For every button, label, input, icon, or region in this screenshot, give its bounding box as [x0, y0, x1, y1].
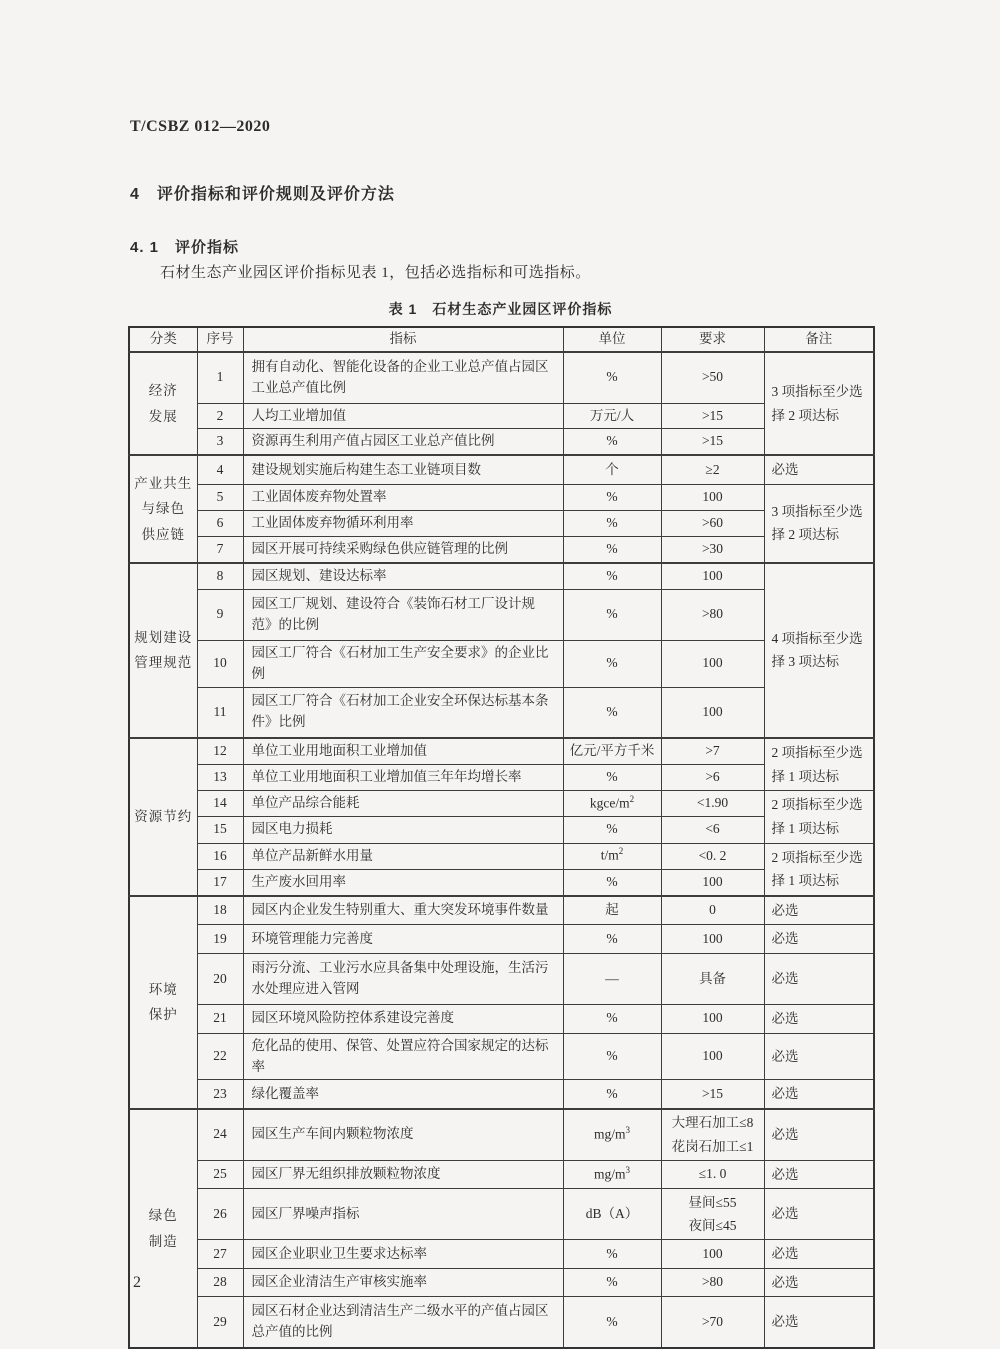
doc-code: T/CSBZ 012—2020 — [130, 118, 271, 135]
unit-cell: — — [563, 954, 661, 1005]
indicator-cell: 危化品的使用、保管、处置应符合国家规定的达标率 — [243, 1033, 563, 1080]
requirement-cell: <6 — [661, 817, 764, 843]
indicator-cell: 园区工厂规划、建设符合《装饰石材工厂设计规范》的比例 — [243, 589, 563, 640]
row-number-cell: 9 — [197, 589, 243, 640]
indicator-cell: 园区环境风险防控体系建设完善度 — [243, 1005, 563, 1034]
table-row — [129, 536, 874, 562]
table-row — [129, 1297, 874, 1348]
note-cell: 必选 — [764, 455, 874, 484]
indicator-cell: 园区石材企业达到清洁生产二级水平的产值占园区总产值的比例 — [243, 1297, 563, 1348]
row-number-cell: 25 — [197, 1160, 243, 1189]
category-cell: 资源节约 — [129, 738, 197, 896]
unit-cell: 亿元/平方千米 — [563, 738, 661, 765]
unit-cell: % — [563, 1297, 661, 1348]
requirement-cell: >30 — [661, 536, 764, 562]
row-number-cell: 15 — [197, 817, 243, 843]
unit-cell: 万元/人 — [563, 403, 661, 429]
table-row — [129, 791, 874, 817]
indicator-cell: 园区电力损耗 — [243, 817, 563, 843]
indicator-cell: 园区内企业发生特别重大、重大突发环境事件数量 — [243, 896, 563, 925]
indicator-cell: 园区工厂符合《石材加工生产安全要求》的企业比例 — [243, 640, 563, 687]
row-number-cell: 6 — [197, 510, 243, 536]
requirement-cell: >7 — [661, 738, 764, 765]
indicator-cell: 园区企业清洁生产审核实施率 — [243, 1268, 563, 1297]
requirement-cell: <0. 2 — [661, 843, 764, 869]
indicator-cell: 生产废水回用率 — [243, 869, 563, 896]
indicator-cell: 人均工业增加值 — [243, 403, 563, 429]
requirement-cell: 100 — [661, 1240, 764, 1269]
unit-cell: % — [563, 1080, 661, 1109]
row-number-cell: 12 — [197, 738, 243, 765]
unit-cell: % — [563, 869, 661, 896]
unit-cell: % — [563, 765, 661, 791]
row-number-cell: 7 — [197, 536, 243, 562]
page-number: 2 — [133, 1274, 141, 1291]
note-cell: 必选 — [764, 925, 874, 954]
note-cell: 必选 — [764, 1160, 874, 1189]
table-row — [129, 640, 874, 687]
requirement-cell: >70 — [661, 1297, 764, 1348]
table-row — [129, 1005, 874, 1034]
table-row — [129, 429, 874, 455]
indicator-table-body — [129, 352, 874, 1348]
row-number-cell: 21 — [197, 1005, 243, 1034]
unit-cell: % — [563, 352, 661, 403]
indicator-cell: 单位工业用地面积工业增加值三年年均增长率 — [243, 765, 563, 791]
table-row — [129, 1080, 874, 1109]
category-cell: 环境 保护 — [129, 896, 197, 1109]
row-number-cell: 18 — [197, 896, 243, 925]
row-number-cell: 2 — [197, 403, 243, 429]
indicator-cell: 单位产品综合能耗 — [243, 791, 563, 817]
unit-cell: % — [563, 1005, 661, 1034]
requirement-cell: >15 — [661, 429, 764, 455]
indicator-cell: 拥有自动化、智能化设备的企业工业总产值占园区工业总产值比例 — [243, 352, 563, 403]
table-row — [129, 510, 874, 536]
indicator-cell: 园区企业职业卫生要求达标率 — [243, 1240, 563, 1269]
row-number-cell: 27 — [197, 1240, 243, 1269]
col-header-unit: 单位 — [563, 327, 661, 352]
table-row — [129, 925, 874, 954]
row-number-cell: 26 — [197, 1189, 243, 1240]
table-row — [129, 896, 874, 925]
unit-cell: % — [563, 536, 661, 562]
table-row — [129, 687, 874, 738]
row-number-cell: 24 — [197, 1109, 243, 1160]
unit-cell: dB（A） — [563, 1189, 661, 1240]
requirement-cell: 100 — [661, 1005, 764, 1034]
requirement-cell: <1.90 — [661, 791, 764, 817]
table-row — [129, 1268, 874, 1297]
unit-cell: 个 — [563, 455, 661, 484]
row-number-cell: 8 — [197, 563, 243, 589]
indicator-table — [128, 326, 875, 1349]
note-cell: 必选 — [764, 1240, 874, 1269]
indicator-cell: 绿化覆盖率 — [243, 1080, 563, 1109]
row-number-cell: 4 — [197, 455, 243, 484]
unit-cell: 起 — [563, 896, 661, 925]
unit-cell: % — [563, 640, 661, 687]
row-number-cell: 14 — [197, 791, 243, 817]
col-header-category: 分类 — [129, 327, 197, 352]
indicator-cell: 环境管理能力完善度 — [243, 925, 563, 954]
requirement-cell: 昼间≤55 夜间≤45 — [661, 1189, 764, 1240]
requirement-cell: 具备 — [661, 954, 764, 1005]
table-row — [129, 843, 874, 869]
note-cell: 必选 — [764, 1005, 874, 1034]
row-number-cell: 5 — [197, 484, 243, 510]
table-row — [129, 563, 874, 589]
subsection-heading: 4. 1 评价指标 — [130, 239, 240, 256]
row-number-cell: 17 — [197, 869, 243, 896]
indicator-cell: 雨污分流、工业污水应具备集中处理设施，生活污水处理应进入管网 — [243, 954, 563, 1005]
note-cell: 4 项指标至少选择 3 项达标 — [764, 563, 874, 738]
unit-cell: $mg/m^3$ — [563, 1109, 661, 1160]
requirement-cell: >60 — [661, 510, 764, 536]
category-cell: 产业共生 与绿色 供应链 — [129, 455, 197, 562]
indicator-cell: 园区工厂符合《石材加工企业安全环保达标基本条件》比例 — [243, 687, 563, 738]
indicator-cell: 工业固体废弃物处置率 — [243, 484, 563, 510]
unit-cell: % — [563, 1240, 661, 1269]
requirement-cell: 100 — [661, 563, 764, 589]
table-row — [129, 1160, 874, 1189]
table-row — [129, 403, 874, 429]
indicator-cell: 园区开展可持续采购绿色供应链管理的比例 — [243, 536, 563, 562]
unit-cell: % — [563, 484, 661, 510]
row-number-cell: 28 — [197, 1268, 243, 1297]
requirement-cell: >80 — [661, 1268, 764, 1297]
row-number-cell: 29 — [197, 1297, 243, 1348]
requirement-cell: 100 — [661, 640, 764, 687]
unit-cell: % — [563, 589, 661, 640]
note-cell: 2 项指标至少选择 1 项达标 — [764, 791, 874, 843]
table-row — [129, 484, 874, 510]
unit-cell: % — [563, 817, 661, 843]
requirement-cell: 大理石加工≤8 花岗石加工≤1 — [661, 1109, 764, 1160]
note-cell: 必选 — [764, 1268, 874, 1297]
indicator-cell: 单位工业用地面积工业增加值 — [243, 738, 563, 765]
unit-cell: % — [563, 429, 661, 455]
indicator-cell: 园区生产车间内颗粒物浓度 — [243, 1109, 563, 1160]
table-row — [129, 738, 874, 765]
category-cell: 规划建设 管理规范 — [129, 563, 197, 738]
row-number-cell: 11 — [197, 687, 243, 738]
table-row — [129, 817, 874, 843]
table-row — [129, 954, 874, 1005]
col-header-note: 备注 — [764, 327, 874, 352]
requirement-cell: >6 — [661, 765, 764, 791]
requirement-cell: 100 — [661, 687, 764, 738]
indicator-cell: 园区规划、建设达标率 — [243, 563, 563, 589]
note-cell: 必选 — [764, 1109, 874, 1160]
table-row — [129, 1109, 874, 1160]
requirement-cell: 100 — [661, 925, 764, 954]
table-row — [129, 1033, 874, 1080]
table-row — [129, 1189, 874, 1240]
unit-cell: % — [563, 563, 661, 589]
unit-cell: % — [563, 687, 661, 738]
row-number-cell: 1 — [197, 352, 243, 403]
table-row — [129, 589, 874, 640]
unit-cell: $t/m^2$ — [563, 843, 661, 869]
note-cell: 必选 — [764, 1297, 874, 1348]
table-row — [129, 1240, 874, 1269]
note-cell: 必选 — [764, 1033, 874, 1080]
table-row — [129, 765, 874, 791]
row-number-cell: 20 — [197, 954, 243, 1005]
intro-paragraph: 石材生态产业园区评价指标见表 1，包括必选指标和可选指标。 — [160, 265, 591, 281]
row-number-cell: 16 — [197, 843, 243, 869]
requirement-cell: ≤1. 0 — [661, 1160, 764, 1189]
indicator-cell: 建设规划实施后构建生态工业链项目数 — [243, 455, 563, 484]
unit-cell: % — [563, 510, 661, 536]
unit-cell: $mg/m^3$ — [563, 1160, 661, 1189]
col-header-requirement: 要求 — [661, 327, 764, 352]
row-number-cell: 19 — [197, 925, 243, 954]
requirement-cell: 0 — [661, 896, 764, 925]
row-number-cell: 10 — [197, 640, 243, 687]
unit-cell: % — [563, 1268, 661, 1297]
row-number-cell: 23 — [197, 1080, 243, 1109]
unit-cell: % — [563, 925, 661, 954]
table-caption: 表 1 石材生态产业园区评价指标 — [388, 301, 613, 317]
note-cell: 必选 — [764, 1080, 874, 1109]
note-cell: 必选 — [764, 896, 874, 925]
unit-cell: kgce/$m^2$ — [563, 791, 661, 817]
requirement-cell: 100 — [661, 869, 764, 896]
table-row — [129, 455, 874, 484]
col-header-indicator: 指标 — [243, 327, 563, 352]
indicator-cell: 单位产品新鲜水用量 — [243, 843, 563, 869]
indicator-cell: 资源再生利用产值占园区工业总产值比例 — [243, 429, 563, 455]
indicator-cell: 园区厂界噪声指标 — [243, 1189, 563, 1240]
category-cell: 经济 发展 — [129, 352, 197, 455]
note-cell: 3 项指标至少选择 2 项达标 — [764, 484, 874, 562]
row-number-cell: 3 — [197, 429, 243, 455]
indicator-cell: 园区厂界无组织排放颗粒物浓度 — [243, 1160, 563, 1189]
indicator-cell: 工业固体废弃物循环利用率 — [243, 510, 563, 536]
requirement-cell: >50 — [661, 352, 764, 403]
col-header-number: 序号 — [197, 327, 243, 352]
row-number-cell: 22 — [197, 1033, 243, 1080]
section-heading: 4 评价指标和评价规则及评价方法 — [130, 186, 395, 203]
requirement-cell: 100 — [661, 1033, 764, 1080]
row-number-cell: 13 — [197, 765, 243, 791]
note-cell: 2 项指标至少选择 1 项达标 — [764, 738, 874, 791]
requirement-cell: >80 — [661, 589, 764, 640]
table-header-row — [129, 327, 874, 352]
requirement-cell: >15 — [661, 1080, 764, 1109]
table-row — [129, 869, 874, 896]
unit-cell: % — [563, 1033, 661, 1080]
note-cell: 必选 — [764, 954, 874, 1005]
category-cell: 绿色 制造 — [129, 1109, 197, 1348]
note-cell: 3 项指标至少选择 2 项达标 — [764, 352, 874, 455]
requirement-cell: 100 — [661, 484, 764, 510]
requirement-cell: ≥2 — [661, 455, 764, 484]
requirement-cell: >15 — [661, 403, 764, 429]
table-row — [129, 352, 874, 403]
note-cell: 必选 — [764, 1189, 874, 1240]
note-cell: 2 项指标至少选择 1 项达标 — [764, 843, 874, 896]
